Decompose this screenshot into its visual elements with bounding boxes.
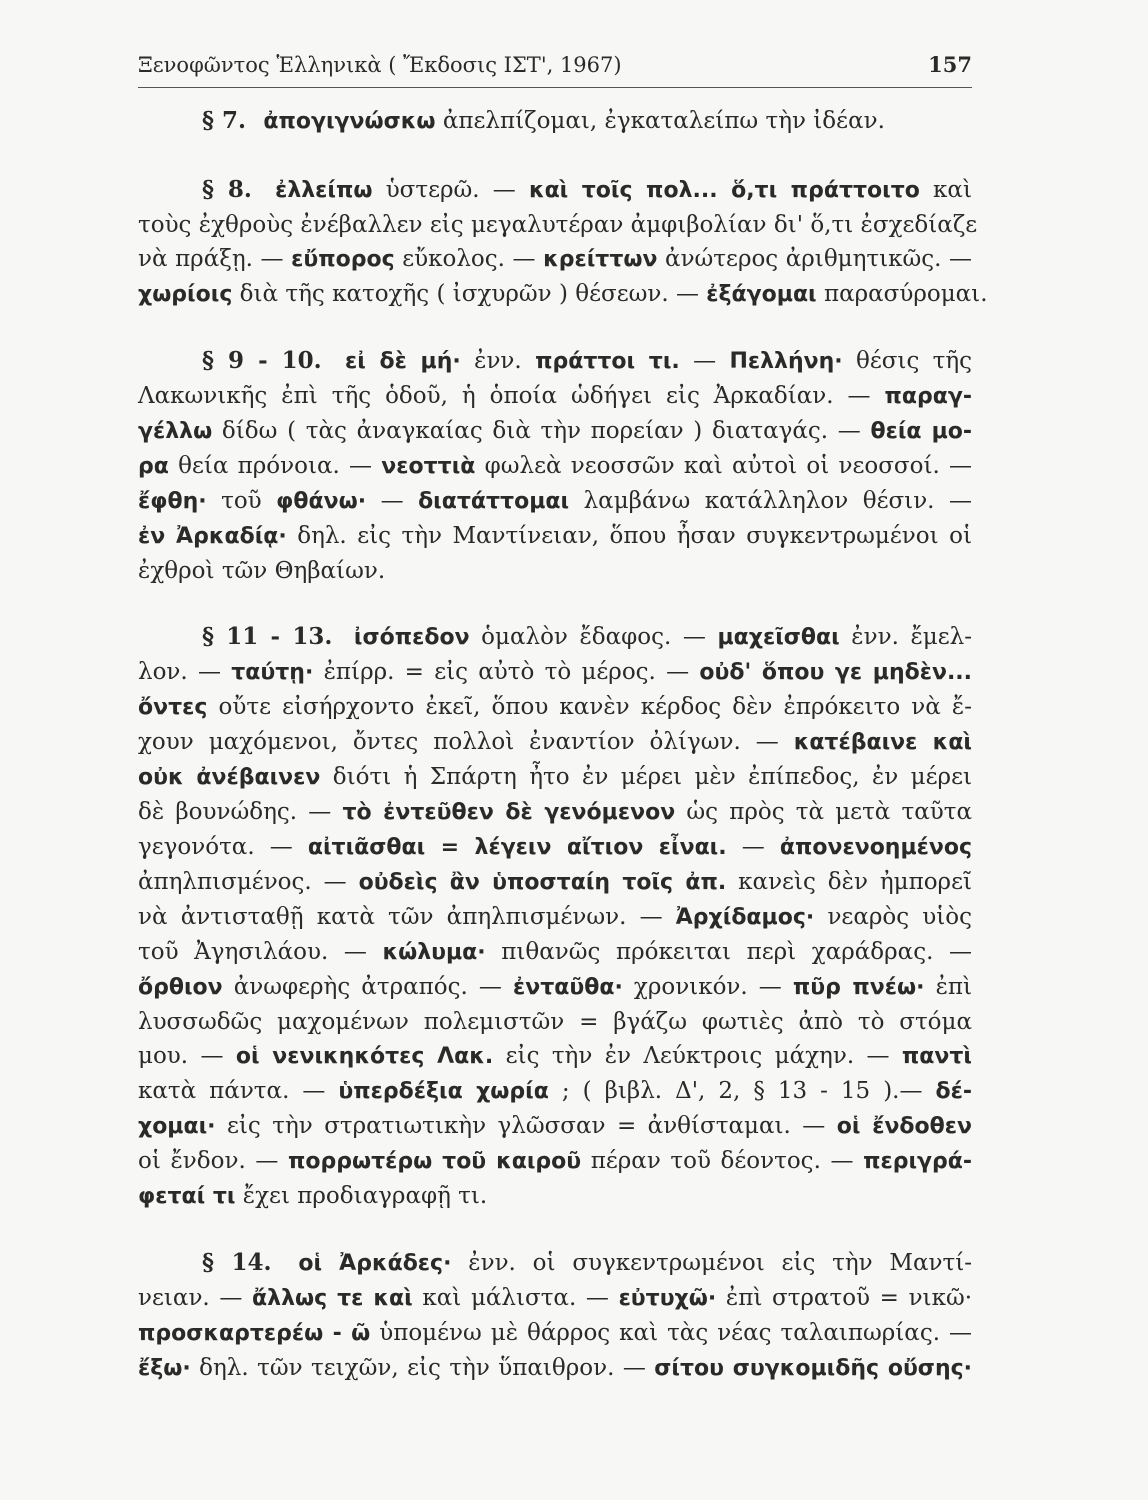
gloss: ἀνωφερὴς ἀτραπός. —	[233, 974, 502, 1000]
gloss: εἰς τὴν στρατιωτικὴν γλῶσσαν = ἀνθίσταμαι. —	[227, 1113, 826, 1139]
lemma: Πελλήνη·	[729, 349, 843, 374]
section-label: § 9 - 10.	[202, 347, 322, 374]
gloss: —	[741, 834, 765, 860]
lemma: οἱ νενικηκότες Λακ.	[235, 1044, 494, 1069]
lemma: φεταί τι	[138, 1184, 236, 1209]
lemma: ἐν Ἀρκαδίᾳ·	[138, 524, 287, 549]
lemma: προσκαρτερέω - ῶ	[138, 1321, 371, 1346]
gloss: ὁμαλὸν ἔδαφος. —	[481, 624, 706, 650]
section-8	[138, 173, 988, 312]
lemma: δέ-	[935, 1079, 972, 1104]
lemma: ἐνταῦθα·	[512, 975, 623, 1000]
text-line	[138, 1109, 972, 1144]
lemma: εὔπορος	[291, 247, 395, 272]
text-line	[138, 414, 972, 449]
gloss: ὡς πρὸς τὰ μετὰ ταῦτα	[686, 799, 973, 825]
section-label: § 11 - 13.	[202, 623, 333, 650]
gloss: διὰ τῆς κατοχῆς ( ἰσχυρῶν ) θέσεων. —	[239, 281, 699, 307]
lemma: εὐτυχῶ·	[618, 1286, 717, 1311]
text-line	[138, 970, 972, 1005]
text-line	[138, 519, 972, 554]
gloss: νειαν. —	[138, 1285, 243, 1311]
lemma: πορρωτέρω τοῦ καιροῦ	[287, 1149, 582, 1174]
lemma: χομαι·	[138, 1114, 216, 1139]
lemma: ἄλλως τε καὶ	[252, 1286, 413, 1311]
gloss: πιθανῶς πρόκειται περὶ χαράδρας. —	[501, 939, 972, 965]
section-7	[138, 104, 972, 139]
lemma: θεία μο-	[870, 419, 973, 444]
gloss: διότι ἡ Σπάρτη ἦτο ἐν μέρει μὲν ἐπίπεδος, ἐν μέρει	[332, 764, 973, 790]
text-line	[138, 242, 972, 277]
gloss: θέσις τῆς	[855, 348, 973, 374]
gloss: καὶ μάλιστα. —	[422, 1285, 609, 1311]
text-line	[138, 1039, 972, 1074]
lemma: ἔφθη·	[138, 489, 207, 514]
text-line	[138, 620, 972, 655]
text-line	[138, 830, 972, 865]
lemma: οὐκ ἀνέβαινεν	[138, 765, 321, 790]
lemma: νεοττιὰ	[381, 454, 476, 479]
text-line	[138, 379, 972, 414]
gloss: παρασύρομαι.	[823, 281, 988, 307]
lemma: ἐξάγομαι	[706, 282, 817, 307]
gloss: γεγονότα. —	[138, 834, 293, 860]
lemma: οἱ ἔνδοθεν	[836, 1114, 973, 1139]
lemma: χωρίοις	[138, 282, 233, 307]
lemma: κώλυμα·	[382, 940, 486, 965]
section-11-13	[138, 620, 972, 1214]
gloss: εἰς τὴν ἐν Λεύκτροις μάχην. —	[505, 1043, 890, 1069]
gloss: εὔκολος. —	[402, 246, 536, 272]
lemma: ἀπονενοημένος	[779, 835, 973, 860]
gloss: ἔχει προδιαγραφῇ τι.	[242, 1183, 488, 1209]
gloss: κανεὶς δὲν ἠμπορεῖ	[738, 869, 973, 895]
gloss: λαμβάνω κατάλληλον θέσιν. —	[583, 488, 972, 514]
lemma: κρείττων	[543, 247, 658, 272]
gloss: καὶ	[933, 177, 972, 203]
text-line	[138, 1074, 972, 1109]
lemma: ὄντες	[138, 695, 208, 720]
gloss: ἐπίρρ. = εἰς αὐτὸ τὸ μέρος. —	[323, 659, 690, 685]
gloss: ; ( βιβλ. Δ', 2, § 13 - 15 ).—	[561, 1078, 923, 1104]
gloss: χουν μαχόμενοι, ὄντες πολλοὶ ἐναντίον ὀλίγων. —	[138, 729, 779, 755]
lemma: πράττοι τι.	[535, 349, 680, 374]
section-9-10	[138, 344, 972, 588]
section-label: § 14.	[202, 1249, 272, 1276]
lemma: ρα	[138, 454, 169, 479]
lemma: παντὶ	[901, 1044, 972, 1069]
lemma: γέλλω	[138, 419, 213, 444]
gloss: ἐνν. ἔμελ-	[851, 624, 972, 650]
lemma: τὸ ἐντεῦθεν δὲ γενόμενον	[342, 800, 676, 825]
text-line: ἐχθροὶ τῶν Θηβαίων.	[138, 558, 386, 584]
gloss: πέραν τοῦ δέοντος. —	[590, 1148, 854, 1174]
gloss: ἐνν. οἱ συγκεντρωμένοι εἰς τὴν Μαντί-	[468, 1250, 972, 1276]
lemma: κατέβαινε καὶ	[793, 730, 972, 755]
gloss: θεία πρόνοια. —	[178, 453, 373, 479]
gloss: δηλ. τῶν τειχῶν, εἰς τὴν ὕπαιθρον. —	[199, 1355, 646, 1381]
text-line	[138, 725, 972, 760]
lemma: ταύτῃ·	[231, 660, 314, 685]
text-line	[138, 900, 972, 935]
gloss: ὑπομένω μὲ θάρρος καὶ τὰς νέας ταλαιπωρίας. —	[379, 1320, 972, 1346]
lemma: οὐδεὶς ἂν ὑποσταίη τοῖς ἀπ.	[358, 870, 727, 895]
gloss: μου. —	[138, 1043, 224, 1069]
text-line	[138, 690, 972, 725]
text-line	[138, 1281, 972, 1316]
lemma: οἱ Ἀρκάδες·	[298, 1251, 452, 1276]
gloss: —	[380, 488, 404, 514]
text-line	[138, 760, 972, 795]
lemma: Ἀρχίδαμος·	[675, 905, 815, 930]
gloss: οἱ ἔνδον. —	[138, 1148, 279, 1174]
lemma: πῦρ πνέω·	[792, 975, 925, 1000]
gloss: νὰ πράξῃ. —	[138, 246, 284, 272]
text-line: τοὺς ἐχθροὺς ἐνέβαλλεν εἰς μεγαλυτέραν ἀμφιβολίαν δι' ὅ,τι ἐσχεδίαζε	[138, 212, 978, 238]
gloss: δὲ βουνώδης. —	[138, 799, 332, 825]
gloss: Λακωνικῆς ἐπὶ τῆς ὁδοῦ, ἡ ὁποία ὡδήγει εἰς Ἀρκαδίαν. —	[138, 383, 871, 409]
lemma: εἰ δὲ μή·	[345, 349, 461, 374]
lemma: ἔξω·	[138, 1356, 191, 1381]
text-line	[138, 1351, 972, 1386]
gloss: ἐπὶ στρατοῦ = νικῶ·	[725, 1285, 973, 1311]
gloss: ἐνν.	[474, 348, 522, 374]
header-title: Ξενοφῶντος Ἑλληνικὰ ( Ἔκδοσις ΙΣΤ', 1967)	[138, 53, 622, 77]
gloss: κατὰ πάντα. —	[138, 1078, 326, 1104]
lemma: διατάττομαι	[418, 489, 570, 514]
commentary-text	[138, 104, 988, 1418]
text-line	[138, 795, 972, 830]
gloss: χρονικόν. —	[633, 974, 782, 1000]
gloss: τοῦ	[221, 488, 262, 514]
gloss: δίδω ( τὰς ἀναγκαίας διὰ τὴν πορείαν ) διαταγάς. —	[221, 418, 861, 444]
lemma: ἐλλείπω	[275, 178, 373, 203]
text-line	[138, 655, 972, 690]
text-line	[138, 449, 972, 484]
text-line	[138, 1144, 972, 1179]
lemma: ὄρθιον	[138, 975, 223, 1000]
lemma: ἀπογιγνώσκω	[263, 109, 436, 134]
text-line: λυσσωδῶς μαχομένων πολεμιστῶν = βγάζω φωτιὲς ἀπὸ τὸ στόμα	[138, 1009, 972, 1035]
gloss: τοῦ Ἀγησιλάου. —	[138, 939, 367, 965]
text-line	[138, 484, 972, 519]
lemma: καὶ τοῖς πολ... ὅ,τι πράττοιτο	[528, 178, 920, 203]
text-line	[138, 865, 972, 900]
gloss: νεαρὸς υἱὸς	[827, 904, 973, 930]
section-14	[138, 1246, 972, 1386]
gloss: οὔτε εἰσήρχοντο ἐκεῖ, ὅπου κανὲν κέρδος δὲν ἐπρόκειτο νὰ ἔ-	[218, 694, 973, 720]
gloss: δηλ. εἰς τὴν Μαντίνειαν, ὅπου ἦσαν συγκεντρωμένοι οἱ	[297, 523, 972, 549]
lemma: ὑπερδέξια χωρία	[338, 1079, 549, 1104]
gloss: λον. —	[138, 659, 221, 685]
text-line	[138, 1316, 972, 1351]
gloss: νὰ ἀντισταθῇ κατὰ τῶν ἀπηλπισμένων. —	[138, 904, 663, 930]
gloss: ἀπηλπισμένος. —	[138, 869, 347, 895]
gloss: —	[693, 348, 717, 374]
lemma: σίτου συγκομιδῆς οὔσης·	[654, 1356, 973, 1381]
text-line	[138, 1179, 972, 1214]
gloss: ἀνώτερος ἀριθμητικῶς. —	[665, 246, 973, 272]
lemma: μαχεῖσθαι	[717, 625, 840, 650]
gloss: ἐπὶ	[935, 974, 973, 1000]
gloss: φωλεὰ νεοσσῶν καὶ αὐτοὶ οἱ νεοσσοί. —	[484, 453, 973, 479]
page-number: 157	[928, 52, 972, 77]
lemma: παραγ-	[884, 384, 972, 409]
lemma: οὐδ' ὅπου γε μηδὲν...	[699, 660, 973, 685]
lemma: ἰσόπεδον	[353, 625, 470, 650]
section-label: § 7.	[202, 107, 247, 134]
text-line	[138, 344, 972, 379]
text-line	[138, 104, 972, 139]
lemma: περιγρά-	[863, 1149, 973, 1174]
running-header	[138, 52, 972, 88]
gloss: ὑστερῶ. —	[385, 177, 516, 203]
lemma: φθάνω·	[276, 489, 367, 514]
text-line	[138, 277, 988, 312]
text-line	[138, 1246, 972, 1281]
text-line	[138, 173, 972, 208]
gloss: ἀπελπίζομαι, ἐγκαταλείπω τὴν ἰδέαν.	[442, 108, 885, 134]
section-label: § 8.	[202, 176, 252, 203]
lemma: αἰτιᾶσθαι = λέγειν αἴτιον εἶναι.	[307, 835, 727, 860]
text-line	[138, 935, 972, 970]
